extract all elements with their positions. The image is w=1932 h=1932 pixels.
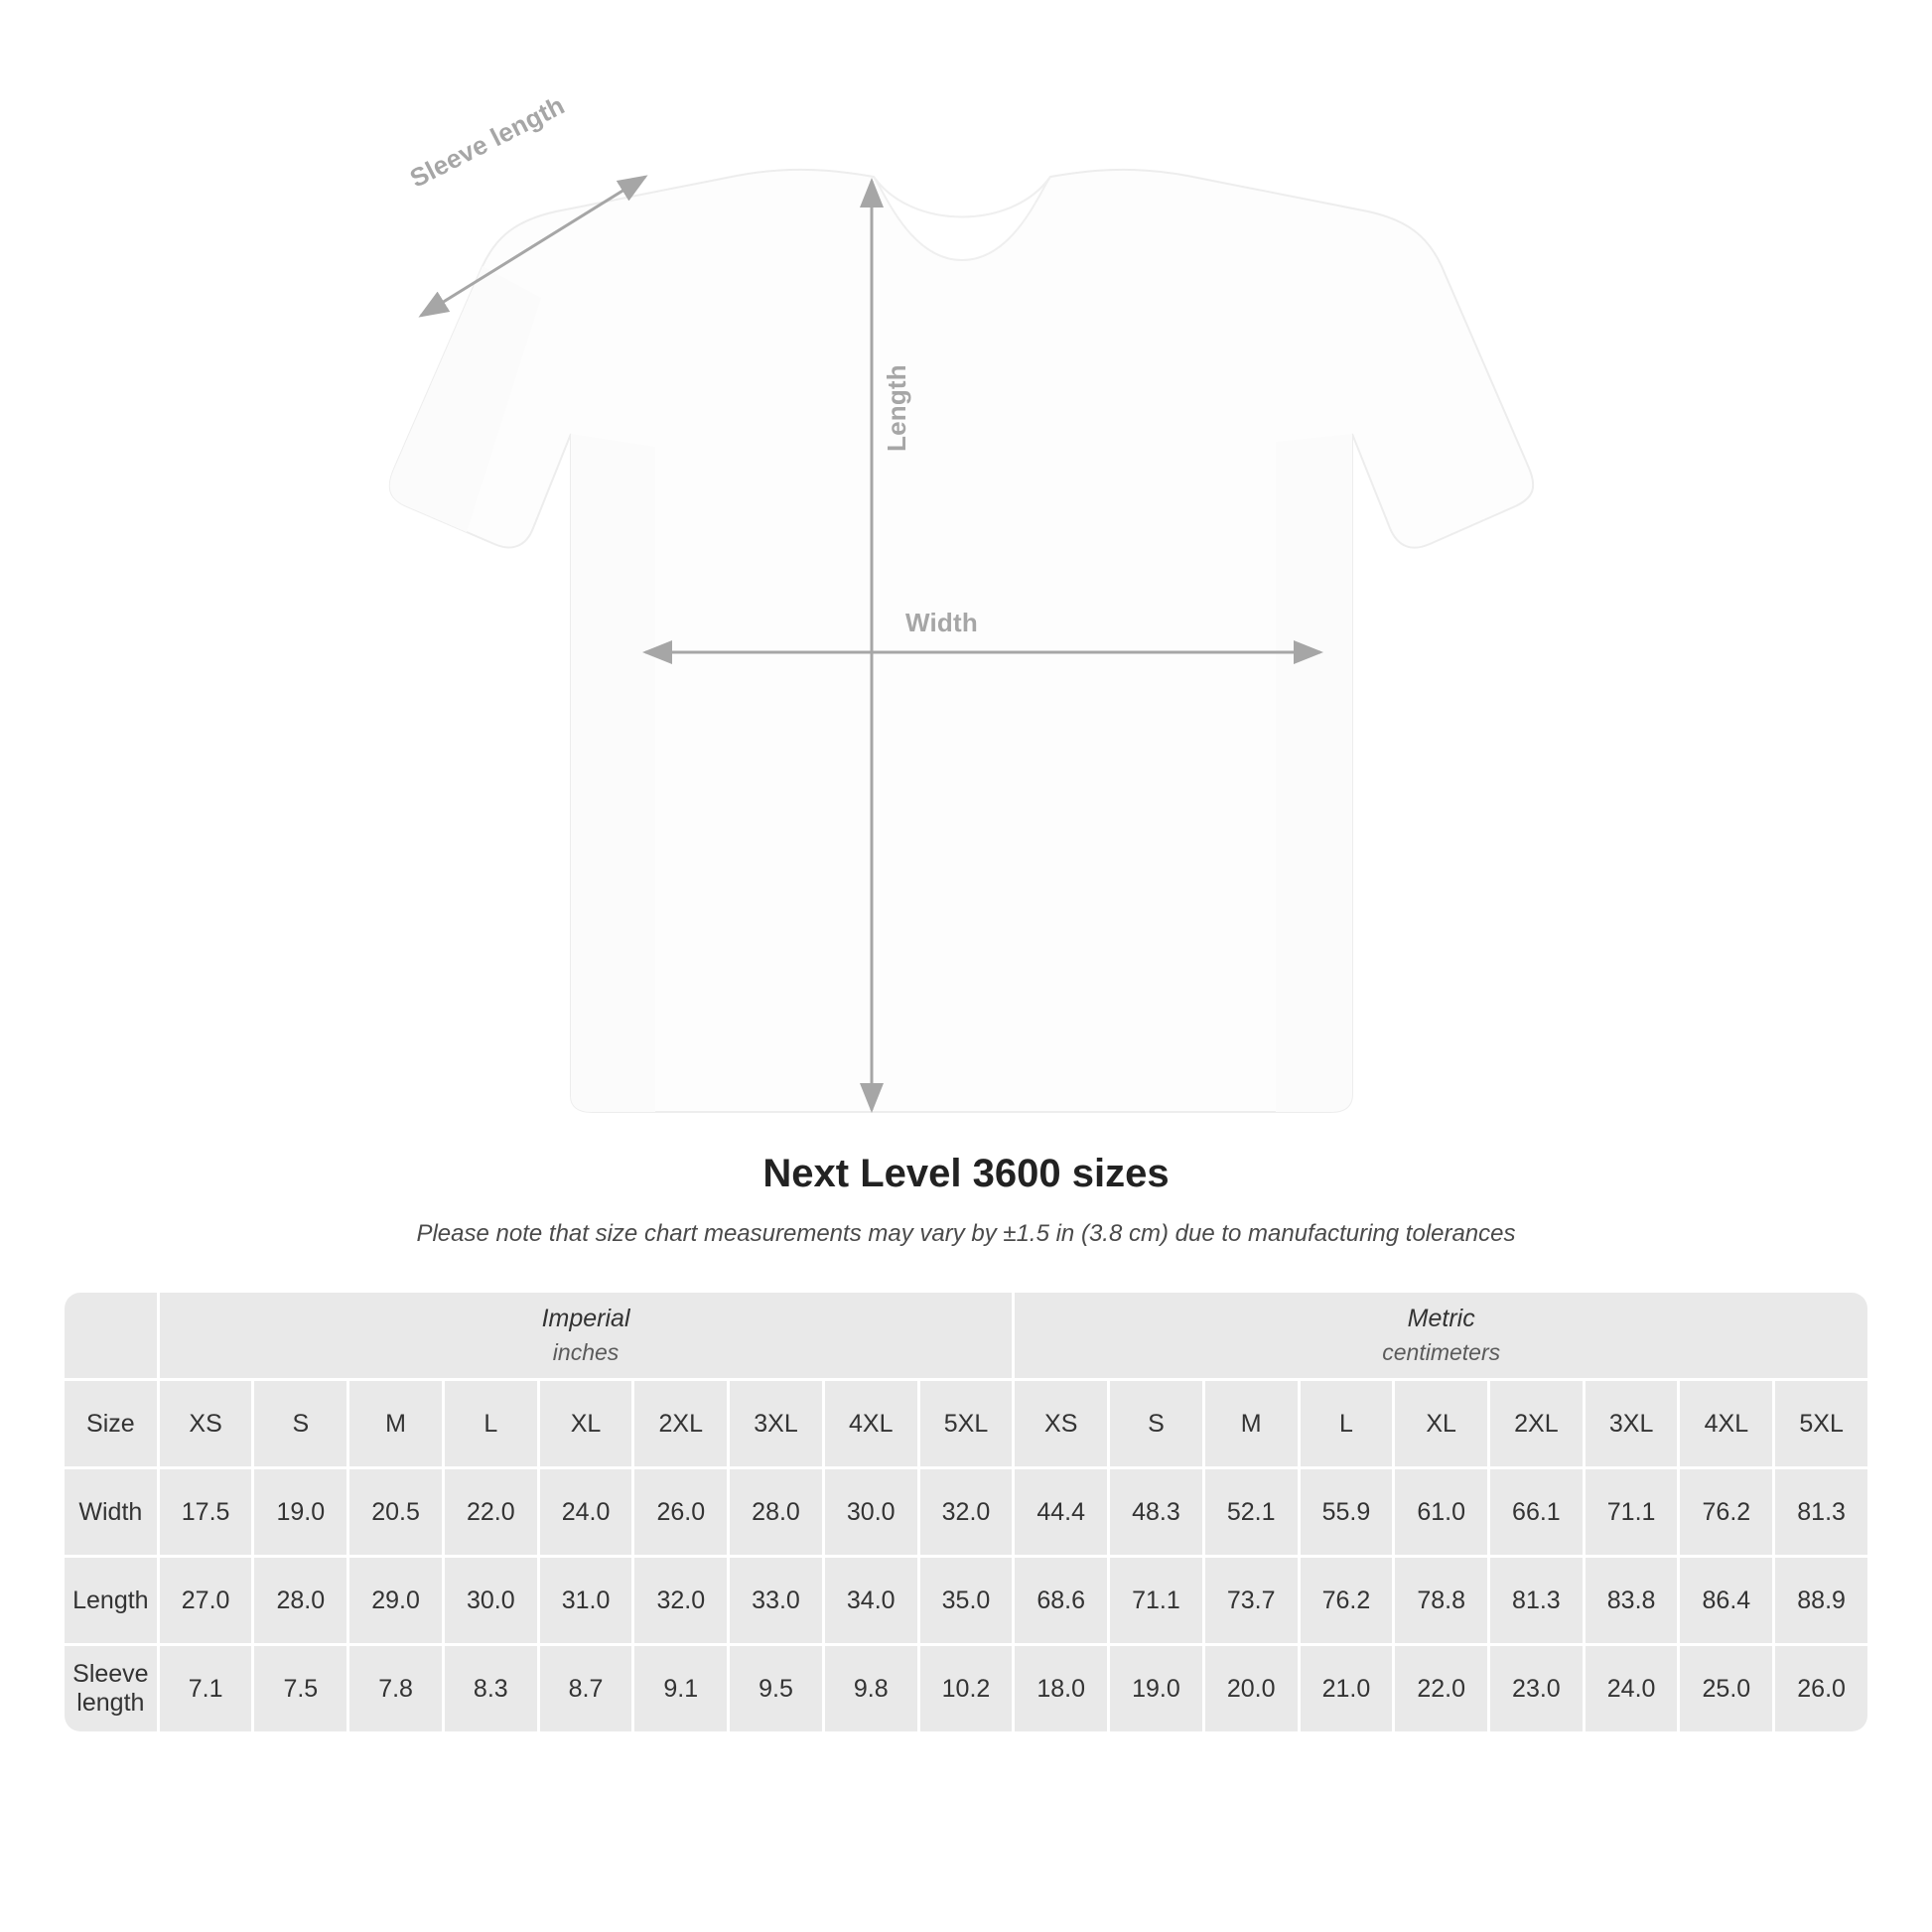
- measurement-cell: 88.9: [1775, 1558, 1867, 1643]
- size-header-label: Size: [65, 1381, 157, 1466]
- unit-header-spacer: [65, 1293, 157, 1378]
- measurement-cell: 20.5: [349, 1469, 442, 1555]
- row-label: Width: [65, 1469, 157, 1555]
- table-row: [65, 1469, 1867, 1555]
- tolerance-note: Please note that size chart measurements may vary by ±1.5 in (3.8 cm) due to manufacturing tolerances: [416, 1220, 1516, 1247]
- size-header-cell: S: [1110, 1381, 1202, 1466]
- measurement-cell: 28.0: [254, 1558, 346, 1643]
- measurement-cell: 19.0: [1110, 1646, 1202, 1731]
- measurement-cell: 17.5: [160, 1469, 252, 1555]
- unit-group-label: Metric: [1407, 1305, 1475, 1332]
- measurement-cell: 86.4: [1680, 1558, 1772, 1643]
- measurement-cell: 28.0: [730, 1469, 822, 1555]
- measurement-cell: 68.6: [1015, 1558, 1107, 1643]
- measurement-cell: 9.5: [730, 1646, 822, 1731]
- size-header-cell: L: [445, 1381, 537, 1466]
- measurement-cell: 32.0: [920, 1469, 1013, 1555]
- measurement-cell: 10.2: [920, 1646, 1013, 1731]
- measurement-cell: 83.8: [1586, 1558, 1678, 1643]
- measurement-cell: 9.8: [825, 1646, 917, 1731]
- unit-header-row: [65, 1293, 1867, 1378]
- measurement-cell: 76.2: [1680, 1469, 1772, 1555]
- measurement-cell: 8.7: [540, 1646, 632, 1731]
- measurement-cell: 33.0: [730, 1558, 822, 1643]
- measurement-cell: 81.3: [1490, 1558, 1583, 1643]
- unit-group-sublabel: centimeters: [1382, 1339, 1501, 1366]
- row-label: Length: [65, 1558, 157, 1643]
- measurement-cell: 8.3: [445, 1646, 537, 1731]
- unit-group-header-metric: [1015, 1293, 1867, 1378]
- measurement-cell: 27.0: [160, 1558, 252, 1643]
- size-header-row: [65, 1381, 1867, 1466]
- title-block: [0, 1152, 1932, 1248]
- measurement-cell: 7.8: [349, 1646, 442, 1731]
- measurement-cell: 7.5: [254, 1646, 346, 1731]
- measurement-cell: 24.0: [1586, 1646, 1678, 1731]
- sleeve-length-label: Sleeve length: [405, 89, 570, 194]
- size-table: [62, 1290, 1870, 1734]
- size-header-cell: 5XL: [1775, 1381, 1867, 1466]
- measurement-cell: 71.1: [1110, 1558, 1202, 1643]
- measurement-cell: 52.1: [1205, 1469, 1298, 1555]
- measurement-cell: 61.0: [1395, 1469, 1487, 1555]
- measurement-cell: 55.9: [1301, 1469, 1393, 1555]
- measurement-cell: 22.0: [445, 1469, 537, 1555]
- unit-group-sublabel: inches: [552, 1339, 620, 1366]
- measurement-cell: 31.0: [540, 1558, 632, 1643]
- row-label: Sleeve length: [65, 1646, 157, 1731]
- size-header-cell: M: [349, 1381, 442, 1466]
- size-header-cell: L: [1301, 1381, 1393, 1466]
- measurement-cell: 20.0: [1205, 1646, 1298, 1731]
- measurement-cell: 32.0: [634, 1558, 727, 1643]
- width-label: Width: [905, 608, 978, 637]
- size-header-cell: 2XL: [634, 1381, 727, 1466]
- unit-group-label: Imperial: [541, 1305, 630, 1332]
- size-header-cell: 4XL: [1680, 1381, 1772, 1466]
- measurement-cell: 26.0: [1775, 1646, 1867, 1731]
- length-label: Length: [882, 364, 911, 452]
- page-title: Next Level 3600 sizes: [762, 1152, 1170, 1195]
- measurement-cell: 19.0: [254, 1469, 346, 1555]
- measurement-cell: 7.1: [160, 1646, 252, 1731]
- measurement-cell: 35.0: [920, 1558, 1013, 1643]
- size-header-cell: XL: [1395, 1381, 1487, 1466]
- measurement-cell: 9.1: [634, 1646, 727, 1731]
- measurement-cell: 66.1: [1490, 1469, 1583, 1555]
- measurement-cell: 22.0: [1395, 1646, 1487, 1731]
- measurement-cell: 30.0: [825, 1469, 917, 1555]
- measurement-cell: 76.2: [1301, 1558, 1393, 1643]
- tshirt-shape: [390, 170, 1533, 1112]
- unit-group-header-imperial: [160, 1293, 1013, 1378]
- measurement-cell: 48.3: [1110, 1469, 1202, 1555]
- measurement-cell: 18.0: [1015, 1646, 1107, 1731]
- size-header-cell: XS: [1015, 1381, 1107, 1466]
- table-row: [65, 1558, 1867, 1643]
- measurement-cell: 30.0: [445, 1558, 537, 1643]
- measurement-cell: 23.0: [1490, 1646, 1583, 1731]
- measurement-cell: 71.1: [1586, 1469, 1678, 1555]
- size-header-cell: 2XL: [1490, 1381, 1583, 1466]
- size-header-cell: S: [254, 1381, 346, 1466]
- measurement-cell: 29.0: [349, 1558, 442, 1643]
- size-header-cell: M: [1205, 1381, 1298, 1466]
- measurement-cell: 24.0: [540, 1469, 632, 1555]
- size-header-cell: 3XL: [730, 1381, 822, 1466]
- size-header-cell: XS: [160, 1381, 252, 1466]
- measurement-cell: 44.4: [1015, 1469, 1107, 1555]
- table-row: [65, 1646, 1867, 1731]
- measurement-cell: 21.0: [1301, 1646, 1393, 1731]
- size-header-cell: 3XL: [1586, 1381, 1678, 1466]
- size-header-cell: XL: [540, 1381, 632, 1466]
- measurement-cell: 26.0: [634, 1469, 727, 1555]
- measurement-cell: 34.0: [825, 1558, 917, 1643]
- size-table-wrap: [62, 1290, 1870, 1734]
- size-header-cell: 5XL: [920, 1381, 1013, 1466]
- measurement-cell: 81.3: [1775, 1469, 1867, 1555]
- size-header-cell: 4XL: [825, 1381, 917, 1466]
- measurement-cell: 78.8: [1395, 1558, 1487, 1643]
- measurement-cell: 25.0: [1680, 1646, 1772, 1731]
- measurement-cell: 73.7: [1205, 1558, 1298, 1643]
